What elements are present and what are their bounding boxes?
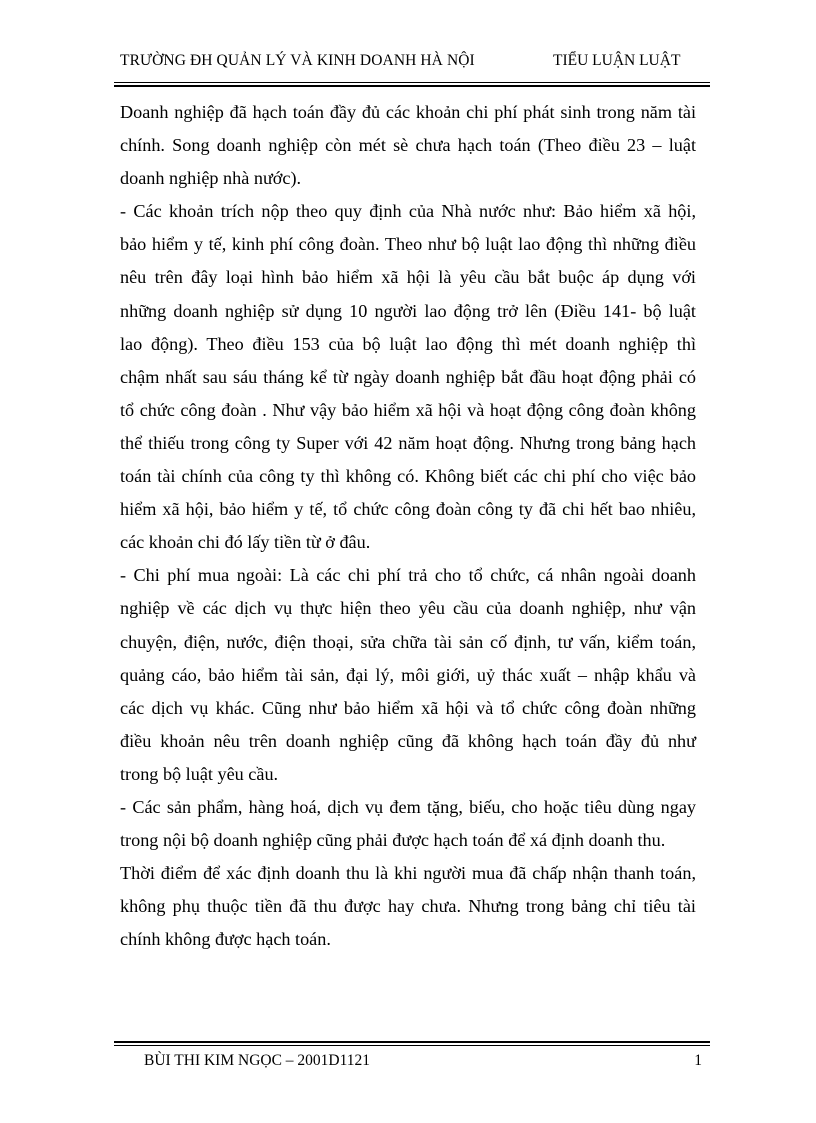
paragraph-contributions <box>120 195 696 559</box>
text-line: bảo hiểm y tế, kinh phí công đoàn. Theo như bộ luật lao động thì những điều <box>120 234 696 255</box>
text-line: trong nội bộ doanh nghiệp cũng phải được hạch toán để xá định doanh thu. <box>120 830 666 851</box>
text-line: chính không được hạch toán. <box>120 929 331 950</box>
text-line: hiểm xã hội, bảo hiểm y tế, tổ chức công đoàn công ty đã chi hết bao nhiêu, <box>120 499 696 520</box>
header-rule-thick <box>114 85 710 87</box>
text-line: - Các sản phẩm, hàng hoá, dịch vụ đem tặng, biếu, cho hoặc tiêu dùng ngay <box>120 796 696 817</box>
header-document-type: TIỂU LUẬN LUẬT <box>553 52 681 69</box>
text-line: Doanh nghiệp đã hạch toán đầy đủ các khoản chi phí phát sinh trong năm tài <box>120 102 696 122</box>
text-line: toán tài chính của công ty thì không có. Không biết các chi phí cho việc bảo <box>120 466 696 487</box>
header-rule-thin <box>114 82 710 83</box>
text-line: - Chi phí mua ngoài: Là các chi phí trả cho tổ chức, cá nhân ngoài doanh <box>120 565 696 586</box>
footer-rule-thick <box>114 1041 710 1043</box>
footer-rule-thin <box>114 1045 710 1046</box>
text-line: Thời điểm để xác định doanh thu là khi người mua đã chấp nhận thanh toán, <box>120 863 696 884</box>
paragraph-outside-purchases <box>120 559 696 791</box>
text-line: không phụ thuộc tiền đã thu được hay chưa. Nhưng trong bảng chỉ tiêu tài <box>120 896 696 917</box>
text-line: nghiệp về các dịch vụ thực hiện theo yêu cầu của doanh nghiệp, như vận <box>120 598 696 619</box>
page-header <box>114 50 710 78</box>
document-body <box>120 96 696 956</box>
text-line: quảng cáo, bảo hiểm tài sản, đại lý, môi giới, uỷ thác xuất – nhập khẩu và <box>120 664 696 685</box>
text-line: điều khoản nêu trên doanh nghiệp cũng đã không hạch toán đầy đủ như <box>120 730 696 751</box>
text-line: những doanh nghiệp sử dụng 10 người lao động trở lên (Điều 141- bộ luật <box>120 300 696 321</box>
text-line: chuyện, điện, nước, điện thoại, sửa chữa tài sản cố định, tư vấn, kiểm toán, <box>120 631 696 652</box>
text-line: doanh nghiệp nhà nước). <box>120 168 302 189</box>
text-line: chậm nhất sau sáu tháng kể từ ngày doanh nghiệp bắt đầu hoạt động phải có <box>120 366 696 387</box>
text-line: các khoản chi đó lấy tiền từ ở đâu. <box>120 532 371 553</box>
text-line: nêu trên đây loại hình bảo hiểm xã hội là yêu cầu bắt buộc áp dụng với <box>120 267 696 288</box>
text-line: thể thiếu trong công ty Super với 42 năm hoạt động. Nhưng trong bảng hạch <box>120 432 696 453</box>
footer-author: BÙI THI KIM NGỌC – 2001D1121 <box>144 1052 371 1069</box>
text-line: các dịch vụ khác. Cũng như bảo hiểm xã hội và tổ chức công đoàn những <box>120 697 696 718</box>
text-line: - Các khoản trích nộp theo quy định của Nhà nước như: Bảo hiểm xã hội, <box>120 201 696 222</box>
header-school-name: TRƯỜNG ĐH QUẢN LÝ VÀ KINH DOANH HÀ NỘI <box>120 52 475 69</box>
text-line: trong bộ luật yêu cầu. <box>120 763 279 784</box>
page-footer <box>114 1050 710 1078</box>
text-line: lao động). Theo điều 153 của bộ luật lao động thì mét doanh nghiệp thì <box>120 333 696 354</box>
page-number: 1 <box>694 1052 702 1069</box>
text-line: tổ chức công đoàn . Như vậy bảo hiểm xã hội và hoạt động công đoàn không <box>120 399 696 420</box>
paragraph-intro <box>120 96 696 195</box>
paragraph-internal-consumption <box>120 791 696 956</box>
text-line: chính. Song doanh nghiệp còn mét sè chưa hạch toán (Theo điều 23 – luật <box>120 135 696 156</box>
